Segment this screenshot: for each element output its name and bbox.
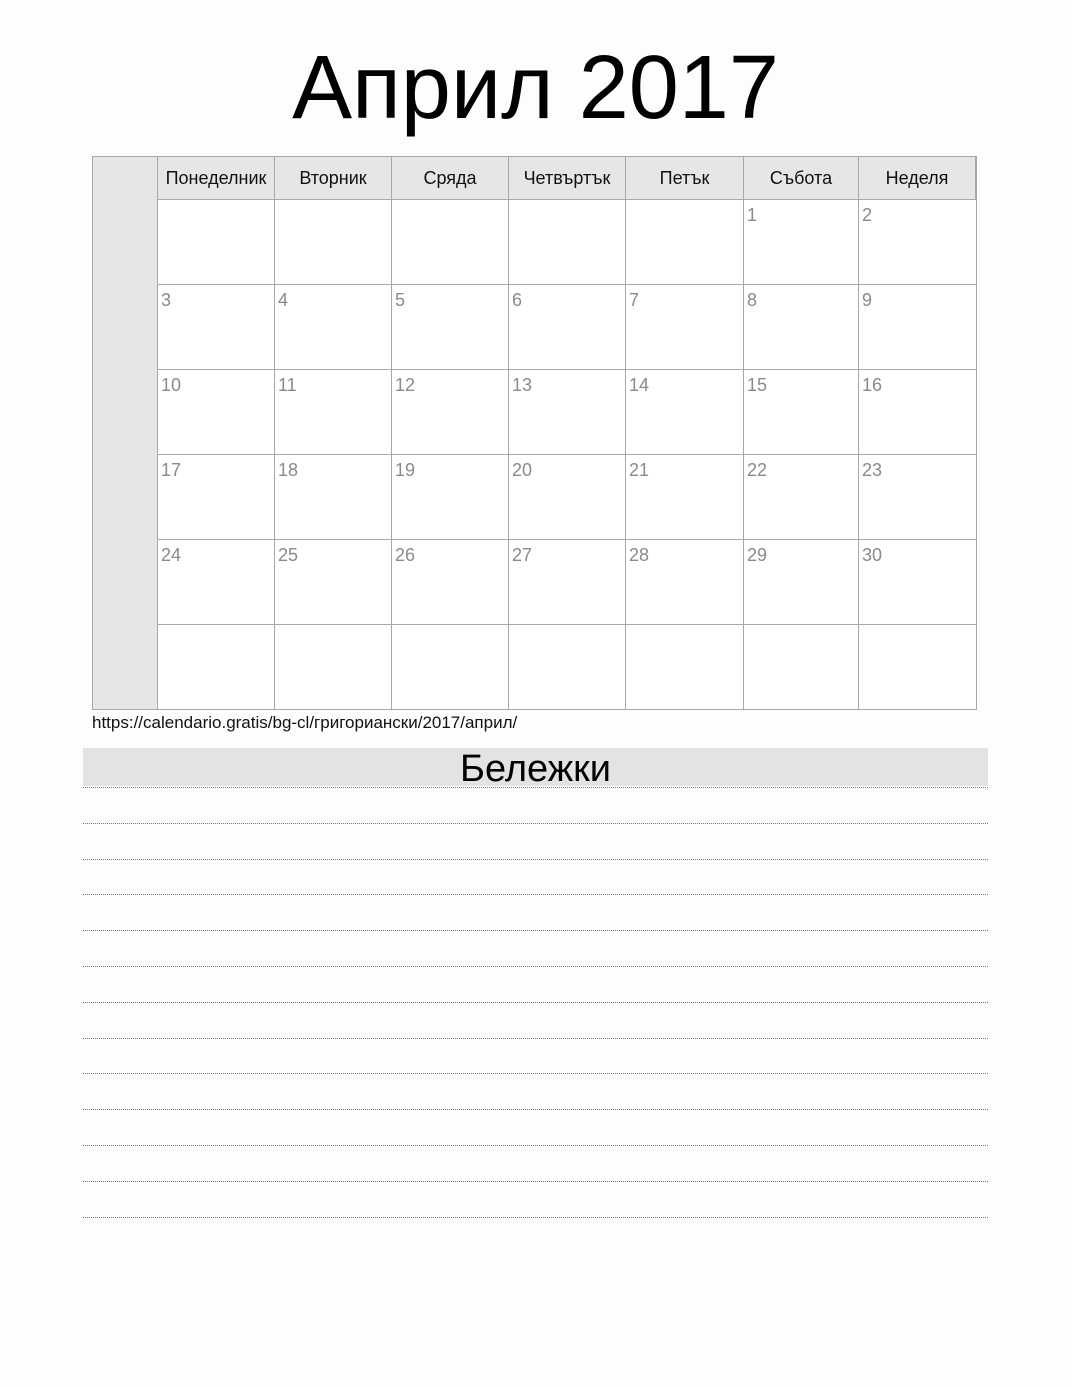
- day-number: 26: [395, 545, 416, 565]
- weekday-header: Понеделник: [158, 157, 275, 200]
- day-cell: [275, 540, 392, 625]
- day-cell: [744, 200, 859, 285]
- day-number: 10: [161, 375, 182, 395]
- day-number: 18: [278, 460, 299, 480]
- day-number: 1: [747, 205, 758, 225]
- day-cell: [392, 285, 509, 370]
- day-cell: [392, 370, 509, 455]
- week-number-column: [93, 157, 158, 709]
- day-number: 24: [161, 545, 182, 565]
- notes-header: Бележки: [83, 748, 988, 786]
- day-number: 14: [629, 375, 650, 395]
- day-cell: [744, 625, 859, 709]
- day-cell: [509, 200, 626, 285]
- day-number: 11: [278, 375, 297, 395]
- day-number: 28: [629, 545, 650, 565]
- day-number: 23: [862, 460, 883, 480]
- source-url: https://calendario.gratis/bg-cl/григориански/2017/април/: [92, 713, 518, 732]
- notes-line: [83, 1181, 988, 1182]
- day-cell: [158, 285, 275, 370]
- day-number: 29: [747, 545, 768, 565]
- day-cell: [626, 455, 744, 540]
- day-cell: [158, 200, 275, 285]
- day-cell: [744, 540, 859, 625]
- notes-line: [83, 1002, 988, 1003]
- day-number: 30: [862, 545, 883, 565]
- day-cell: [859, 540, 976, 625]
- weekday-header: Събота: [744, 157, 859, 200]
- notes-line: [83, 1145, 988, 1146]
- day-cell: [158, 455, 275, 540]
- day-cell: [158, 540, 275, 625]
- day-number: 19: [395, 460, 416, 480]
- day-number: 21: [629, 460, 650, 480]
- notes-line: [83, 966, 988, 967]
- day-cell: [859, 625, 976, 709]
- notes-line: [83, 1038, 988, 1039]
- calendar-title: Април 2017: [292, 38, 779, 138]
- day-cell: [509, 285, 626, 370]
- day-number: 15: [747, 375, 768, 395]
- day-cell: [626, 370, 744, 455]
- day-cell: [744, 285, 859, 370]
- day-cell: [626, 540, 744, 625]
- day-cell: [859, 200, 976, 285]
- day-cell: [275, 370, 392, 455]
- day-number: 8: [747, 290, 758, 310]
- day-cell: [275, 200, 392, 285]
- day-cell: [275, 625, 392, 709]
- day-cell: [626, 285, 744, 370]
- weekday-header: Вторник: [275, 157, 392, 200]
- day-number: 9: [862, 290, 873, 310]
- day-cell: [158, 370, 275, 455]
- day-number: 6: [512, 290, 523, 310]
- day-number: 7: [629, 290, 640, 310]
- day-cell: [392, 455, 509, 540]
- day-cell: [744, 455, 859, 540]
- day-cell: [859, 455, 976, 540]
- day-cell: [859, 285, 976, 370]
- day-number: 27: [512, 545, 533, 565]
- day-number: 25: [278, 545, 299, 565]
- day-cell: [626, 625, 744, 709]
- day-number: 2: [862, 205, 873, 225]
- day-cell: [275, 285, 392, 370]
- notes-line: [83, 1217, 988, 1218]
- day-cell: [392, 200, 509, 285]
- notes-line: [83, 787, 988, 788]
- day-number: 22: [747, 460, 768, 480]
- day-number: 16: [862, 375, 883, 395]
- day-number: 12: [395, 375, 416, 395]
- day-number: 5: [395, 290, 406, 310]
- day-cell: [859, 370, 976, 455]
- notes-line: [83, 823, 988, 824]
- notes-line: [83, 894, 988, 895]
- notes-line: [83, 859, 988, 860]
- day-number: 4: [278, 290, 289, 310]
- day-cell: [509, 625, 626, 709]
- notes-line: [83, 930, 988, 931]
- notes-line: [83, 1109, 988, 1110]
- weekday-header: Четвъртък: [509, 157, 626, 200]
- day-cell: [509, 540, 626, 625]
- day-number: 20: [512, 460, 533, 480]
- day-cell: [392, 540, 509, 625]
- day-cell: [509, 370, 626, 455]
- day-cell: [392, 625, 509, 709]
- day-cell: [626, 200, 744, 285]
- weekday-header: Сряда: [392, 157, 509, 200]
- day-cell: [744, 370, 859, 455]
- day-cell: [509, 455, 626, 540]
- notes-line: [83, 1073, 988, 1074]
- day-cell: [275, 455, 392, 540]
- day-number: 3: [161, 290, 172, 310]
- weekday-header: Неделя: [859, 157, 976, 200]
- day-cell: [158, 625, 275, 709]
- day-number: 17: [161, 460, 182, 480]
- day-number: 13: [512, 375, 533, 395]
- weekday-header: Петък: [626, 157, 744, 200]
- calendar-grid: [92, 156, 977, 710]
